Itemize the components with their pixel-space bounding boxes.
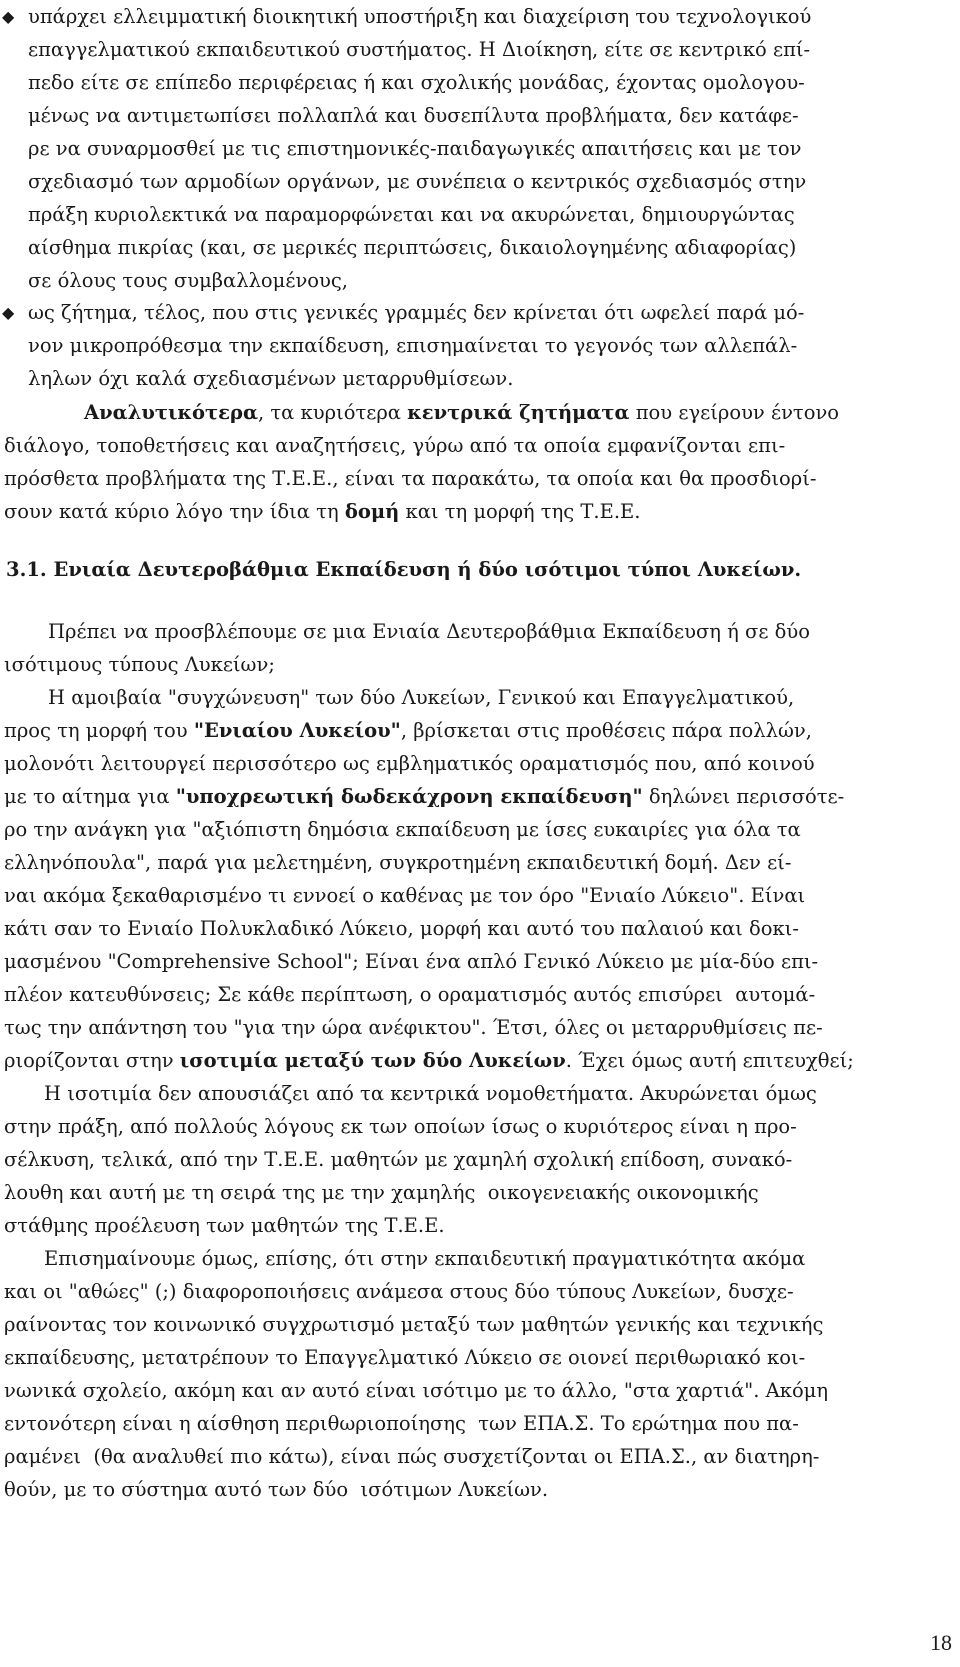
text-line: και οι "αθώες" (;) διαφοροποιήσεις ανάμεσα στους δύο τύπους Λυκείων, δυσχε- [4,1280,794,1303]
text-line: σουν κατά κύριο λόγο την ίδια τη δομή και τη μορφή της Τ.Ε.Ε. [4,500,641,523]
text-line: σε όλους τους συμβαλλομένους, [28,269,349,292]
text-line: λουθη και αυτή με τη σειρά της με την χαμηλής οικογενειακής οικονομικής [4,1181,759,1204]
text-line: πράξη κυριολεκτικά να παραμορφώνεται και να ακυρώνεται, δημιουργώντας [28,203,795,226]
emphasis-text: "Ενιαίου Λυκείου" [193,719,401,742]
bullet-diamond-icon: ◆ [2,7,15,26]
text-line: κάτι σαν το Ενιαίο Πολυκλαδικό Λύκειο, μορφή και αυτό του παλαιού και δοκι- [4,917,799,940]
text-line: στάθμης προέλευση των μαθητών της Τ.Ε.Ε. [4,1214,445,1237]
text-line: εκπαίδευσης, μετατρέπουν το Επαγγελματικό Λύκειο σε οιονεί περιθωριακό κοι- [4,1346,806,1369]
text-line: Επισημαίνουμε όμως, επίσης, ότι στην εκπαιδευτική πραγματικότητα ακόμα [44,1247,806,1270]
emphasis-text: κεντρικά ζητήματα [407,401,630,424]
section-heading: 3.1. Ενιαία Δευτεροβάθμια Εκπαίδευση ή δύο ισότιμοι τύποι Λυκείων. [6,558,802,581]
text-line: ρε να συναρμοσθεί με τις επιστημονικές-παιδαγωγικές απαιτήσεις και με τον [28,137,802,160]
text-line: νωνικά σχολείο, ακόμη και αν αυτό είναι ισότιμο με το άλλο, "στα χαρτιά". Ακόμη [4,1379,829,1402]
emphasis-text: "υποχρεωτική δωδεκάχρονη εκπαίδευση" [175,785,643,808]
text-line: νον μικροπρόθεσμα την εκπαίδευση, επισημαίνεται το γεγονός των αλλεπάλ- [28,334,798,357]
text-line: Η ισοτιμία δεν απουσιάζει από τα κεντρικά νομοθετήματα. Ακυρώνεται όμως [44,1082,817,1105]
text-line: με το αίτημα για "υποχρεωτική δωδεκάχρονη εκπαίδευση" δηλώνει περισσότε- [4,785,845,808]
text-line: ραμένει (θα αναλυθεί πιο κάτω), είναι πώς συσχετίζονται οι ΕΠΑ.Σ., αν διατηρη- [4,1445,820,1468]
text-line: μολονότι λειτουργεί περισσότερο ως εμβληματικός οραματισμός που, από κοινού [4,752,815,775]
text-line: σχεδιασμό των αρμοδίων οργάνων, με συνέπεια ο κεντρικός σχεδιασμός στην [28,170,807,193]
text-line: Η αμοιβαία "συγχώνευση" των δύο Λυκείων, Γενικού και Επαγγελματικού, [48,686,795,709]
text-line: επαγγελματικού εκπαιδευτικού συστήματος. Η Διοίκηση, είτε σε κεντρικό επί- [28,38,811,61]
text-line: αίσθημα πικρίας (και, σε μερικές περιπτώσεις, δικαιολογημένης αδιαφορίας) [28,236,797,259]
text-line: ελληνόπουλα", παρά για μελετημένη, συγκροτημένη εκπαιδευτική δομή. Δεν εί- [4,851,792,874]
text-line: μασμένου "Comprehensive School"; Είναι ένα απλό Γενικό Λύκειο με μία-δύο επι- [4,950,819,973]
text-line: εντονότερη είναι η αίσθηση περιθωριοποίησης των ΕΠΑ.Σ. Το ερώτημα που πα- [4,1412,799,1435]
bullet-diamond-icon: ◆ [2,303,15,322]
text-line: ως ζήτημα, τέλος, που στις γενικές γραμμές δεν κρίνεται ότι ωφελεί παρά μό- [28,301,805,324]
text-line: θούν, με το σύστημα αυτό των δύο ισότιμων Λυκείων. [4,1478,549,1501]
page-number: 18 [930,1630,952,1655]
emphasis-text: δομή [344,500,400,523]
text-line: υπάρχει ελλειμματική διοικητική υποστήριξη και διαχείριση του τεχνολογικού [28,5,812,28]
emphasis-text: Αναλυτικότερα [84,401,258,424]
text-line: ναι ακόμα ξεκαθαρισμένο τι εννοεί ο καθένας με τον όρο "Ενιαίο Λύκειο". Είναι [4,884,806,907]
text-line: πρόσθετα προβλήματα της Τ.Ε.Ε., είναι τα παρακάτω, τα οποία και θα προσδιορί- [4,467,817,490]
text-line: μένως να αντιμετωπίσει πολλαπλά και δυσεπίλυτα προβλήματα, δεν κατάφε- [28,104,799,127]
text-line: πλέον κατευθύνσεις; Σε κάθε περίπτωση, ο οραματισμός αυτός επισύρει αυτομά- [4,983,816,1006]
text-line: ραίνοντας τον κοινωνικό συγχρωτισμό μεταξύ των μαθητών γενικής και τεχνικής [4,1313,824,1336]
text-line: διάλογο, τοποθετήσεις και αναζητήσεις, γύρω από τα οποία εμφανίζονται επι- [4,434,786,457]
text-line: Πρέπει να προσβλέπουμε σε μια Ενιαία Δευτεροβάθμια Εκπαίδευση ή σε δύο [48,620,810,643]
text-line: πεδο είτε σε επίπεδο περιφέρειας ή και σχολικής μονάδας, έχοντας ομολογου- [28,71,805,94]
emphasis-text: ισοτιμία μεταξύ των δύο Λυκείων [179,1049,566,1072]
text-line: Αναλυτικότερα, τα κυριότερα κεντρικά ζητήματα που εγείρουν έντονο [84,401,840,424]
text-line: τως την απάντηση του "για την ώρα ανέφικτου". Έτσι, όλες οι μεταρρυθμίσεις πε- [4,1016,823,1039]
text-line: στην πράξη, από πολλούς λόγους εκ των οποίων ίσως ο κυριότερος είναι η προ- [4,1115,797,1138]
text-line: ληλων όχι καλά σχεδιασμένων μεταρρυθμίσεων. [28,367,514,390]
text-line: σέλκυση, τελικά, από την Τ.Ε.Ε. μαθητών με χαμηλή σχολική επίδοση, συνακό- [4,1148,793,1171]
text-line: προς τη μορφή του "Ενιαίου Λυκείου", βρίσκεται στις προθέσεις πάρα πολλών, [4,719,812,742]
text-line: ριορίζονται στην ισοτιμία μεταξύ των δύο Λυκείων. Έχει όμως αυτή επιτευχθεί; [4,1049,854,1072]
text-line: ισότιμους τύπους Λυκείων; [4,653,275,676]
text-line: ρο την ανάγκη για "αξιόπιστη δημόσια εκπαίδευση με ίσες ευκαιρίες για όλα τα [4,818,801,841]
